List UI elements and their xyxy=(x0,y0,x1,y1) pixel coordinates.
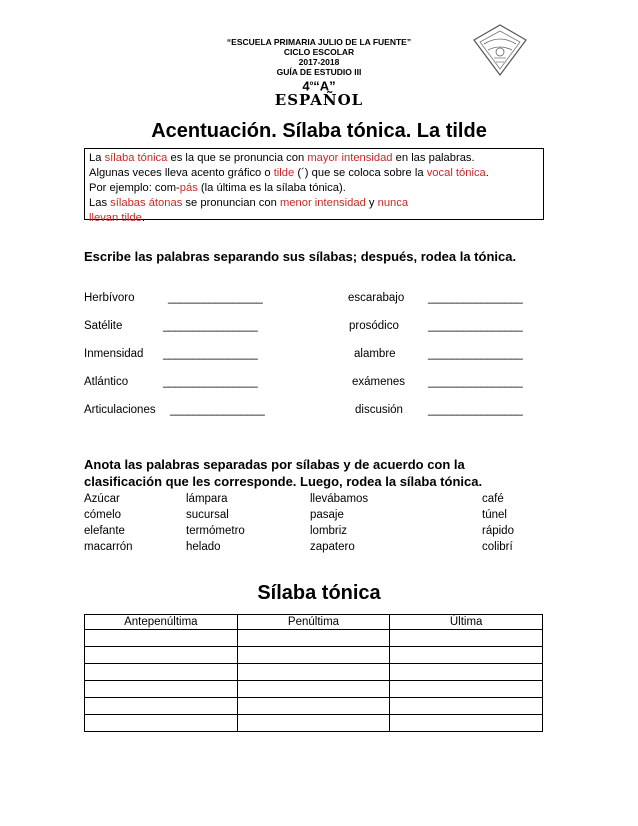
school-name: “ESCUELA PRIMARIA JULIO DE LA FUENTE” xyxy=(226,37,412,47)
grade-number: 4 xyxy=(302,78,310,94)
word-item: lámpara xyxy=(186,493,228,505)
answer-line-left-2[interactable]: ________________ xyxy=(163,320,258,332)
table-cell[interactable] xyxy=(390,664,543,681)
table-cell[interactable] xyxy=(390,630,543,647)
table-cell[interactable] xyxy=(85,630,238,647)
table-row xyxy=(85,664,543,681)
word-item: lombriz xyxy=(310,525,348,537)
table-title: Sílaba tónica xyxy=(257,582,381,604)
definition-line-2: Algunas veces lleva acento gráfico o tilde (´) que se coloca sobre la vocal tónica. xyxy=(89,167,489,179)
table-cell[interactable] xyxy=(85,664,238,681)
school-crest-logo xyxy=(470,22,530,78)
definition-line-4: Las sílabas átonas se pronuncian con menor intensidad y nunca xyxy=(89,197,409,209)
word-right-1: escarabajo xyxy=(348,292,405,304)
word-item: cómelo xyxy=(84,509,122,521)
header-penultima: Penúltima xyxy=(237,615,390,630)
word-item: llevábamos xyxy=(310,493,369,505)
word-item: macarrón xyxy=(84,541,133,553)
syllable-table xyxy=(84,614,543,732)
answer-line-right-1[interactable]: ________________ xyxy=(428,292,523,304)
word-item: túnel xyxy=(482,509,507,521)
table-row xyxy=(85,681,543,698)
table-cell[interactable] xyxy=(85,681,238,698)
word-item: rápido xyxy=(482,525,514,537)
lesson-title: Acentuación. Sílaba tónica. La tilde xyxy=(151,120,487,142)
word-column-4 xyxy=(482,491,544,555)
word-right-3: alambre xyxy=(354,348,396,360)
table-cell[interactable] xyxy=(237,647,390,664)
definition-line-5: llevan tilde. xyxy=(89,212,145,224)
word-column-2 xyxy=(186,491,245,555)
definition-line-1: La sílaba tónica es la que se pronuncia con mayor intensidad en las palabras. xyxy=(89,152,475,164)
table-cell[interactable] xyxy=(237,715,390,732)
word-item: termómetro xyxy=(186,525,245,537)
answer-line-right-4[interactable]: ________________ xyxy=(428,376,523,388)
word-item: zapatero xyxy=(310,541,355,553)
table-cell[interactable] xyxy=(390,681,543,698)
word-left-4: Atlántico xyxy=(84,376,129,388)
word-item: elefante xyxy=(84,525,125,537)
header-antepenultima: Antepenúltima xyxy=(85,615,238,630)
word-right-4: exámenes xyxy=(352,376,406,388)
word-left-5: Articulaciones xyxy=(84,404,156,416)
word-left-3: Inmensidad xyxy=(84,348,144,360)
answer-line-right-5[interactable]: ________________ xyxy=(428,404,523,416)
answer-line-left-5[interactable]: ________________ xyxy=(170,404,265,416)
table-row xyxy=(85,715,543,732)
exercise1-instruction: Escribe las palabras separando sus sílabas; después, rodea la tónica. xyxy=(84,249,517,264)
grade-superscript: o xyxy=(309,81,314,87)
word-column-1 xyxy=(84,491,133,555)
word-right-5: discusión xyxy=(355,404,403,416)
guide-label: GUÍA DE ESTUDIO III xyxy=(276,67,362,77)
exercise2-instruction: Anota las palabras separadas por sílabas y de acuerdo con la clasificación que les corresponde. Luego, rodea la sílaba tónica. xyxy=(84,457,483,489)
answer-line-left-4[interactable]: ________________ xyxy=(163,376,258,388)
table-cell[interactable] xyxy=(390,715,543,732)
table-cell[interactable] xyxy=(85,715,238,732)
word-left-2: Satélite xyxy=(84,320,123,332)
table-cell[interactable] xyxy=(390,698,543,715)
table-cell[interactable] xyxy=(85,647,238,664)
cycle-label: CICLO ESCOLAR xyxy=(283,47,355,57)
answer-line-right-3[interactable]: ________________ xyxy=(428,348,523,360)
word-right-2: prosódico xyxy=(349,320,399,332)
table-cell[interactable] xyxy=(237,630,390,647)
table-cell[interactable] xyxy=(237,698,390,715)
word-item: helado xyxy=(186,541,221,553)
answer-line-left-3[interactable]: ________________ xyxy=(163,348,258,360)
answer-line-left-1[interactable]: ________________ xyxy=(168,292,263,304)
word-item: sucursal xyxy=(186,509,229,521)
table-header-row xyxy=(85,615,543,630)
word-item: café xyxy=(482,493,504,505)
header-ultima: Última xyxy=(390,615,543,630)
word-item: pasaje xyxy=(310,509,344,521)
word-left-1: Herbívoro xyxy=(84,292,135,304)
school-years: 2017-2018 xyxy=(298,57,340,67)
definition-line-3: Por ejemplo: com-pás (la última es la sílaba tónica). xyxy=(89,182,346,194)
table-row xyxy=(85,647,543,664)
grade-letter: “A” xyxy=(313,78,336,94)
table-cell[interactable] xyxy=(237,664,390,681)
word-item: Azúcar xyxy=(84,493,120,505)
subject-title: ESPAÑOL xyxy=(274,91,364,109)
answer-line-right-2[interactable]: ________________ xyxy=(428,320,523,332)
table-row xyxy=(85,630,543,647)
table-cell[interactable] xyxy=(237,681,390,698)
word-column-3 xyxy=(310,491,368,555)
word-item: colibrí xyxy=(482,541,513,553)
definition-box xyxy=(84,148,544,224)
table-row xyxy=(85,698,543,715)
table-cell[interactable] xyxy=(390,647,543,664)
table-cell[interactable] xyxy=(85,698,238,715)
